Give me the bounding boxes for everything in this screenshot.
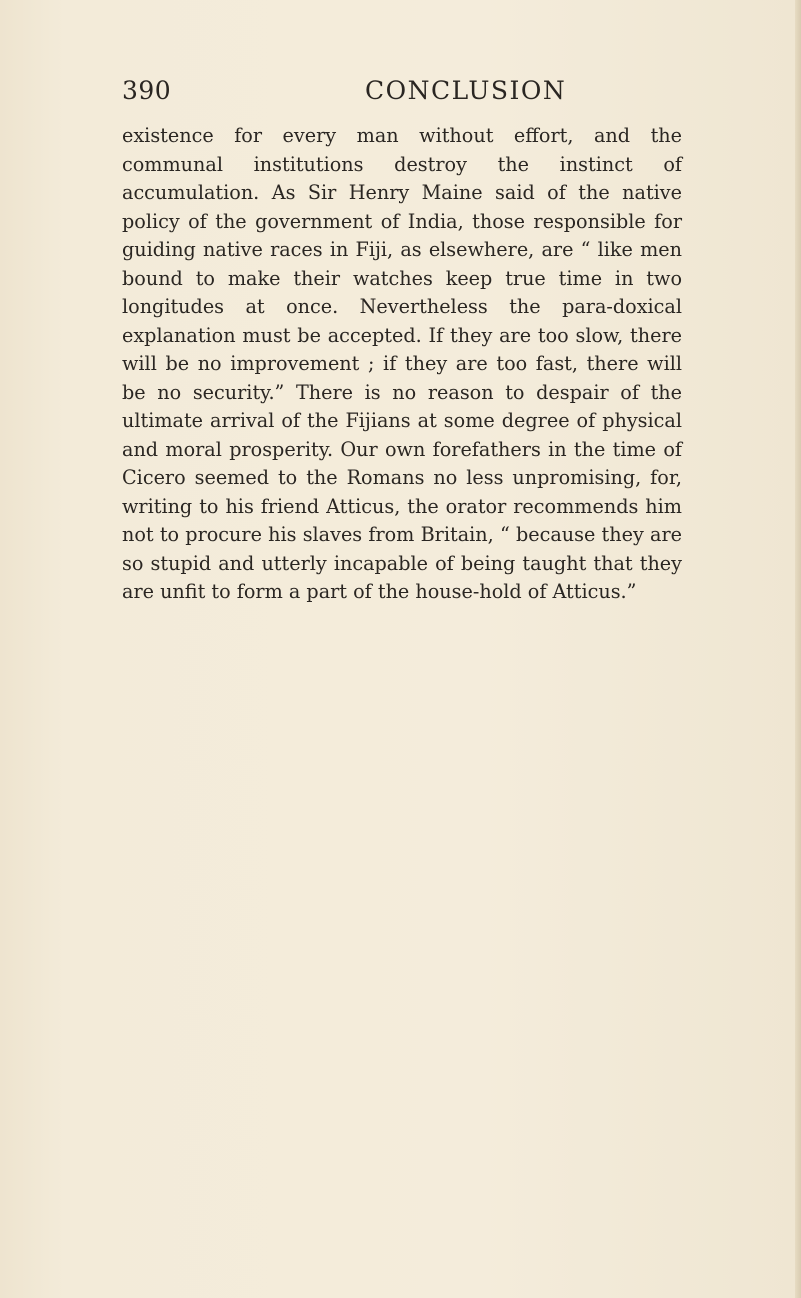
body-paragraph: existence for every man without effort, and the communal institutions destroy the instinct of accumulation. As Sir Henry Maine said of the native policy of the government of India, those responsible for guiding native races in Fiji, as elsewhere, are “ like men bound to make their watches keep true time in two longitudes at once. Nevertheless the para-doxical explanation must be accepted. If they are too slow, there will be no improvement ; if they are too fast, there will be no security.” There is no reason to despair of the ultimate arrival of the Fijians at some degree of physical and moral prosperity. Our own forefathers in the time of Cicero seemed to the Romans no less unpromising, for, writing to his friend Atticus, the orator recommends him not to procure his slaves from Britain, “ because they are so stupid and utterly incapable of being taught that they are unfit to form a part of the house-hold of Atticus.”	[122, 124, 682, 603]
page-edge	[795, 0, 801, 1298]
running-head: CONCLUSION	[365, 76, 567, 105]
page-header	[122, 76, 682, 112]
page-number: 390	[122, 76, 172, 105]
